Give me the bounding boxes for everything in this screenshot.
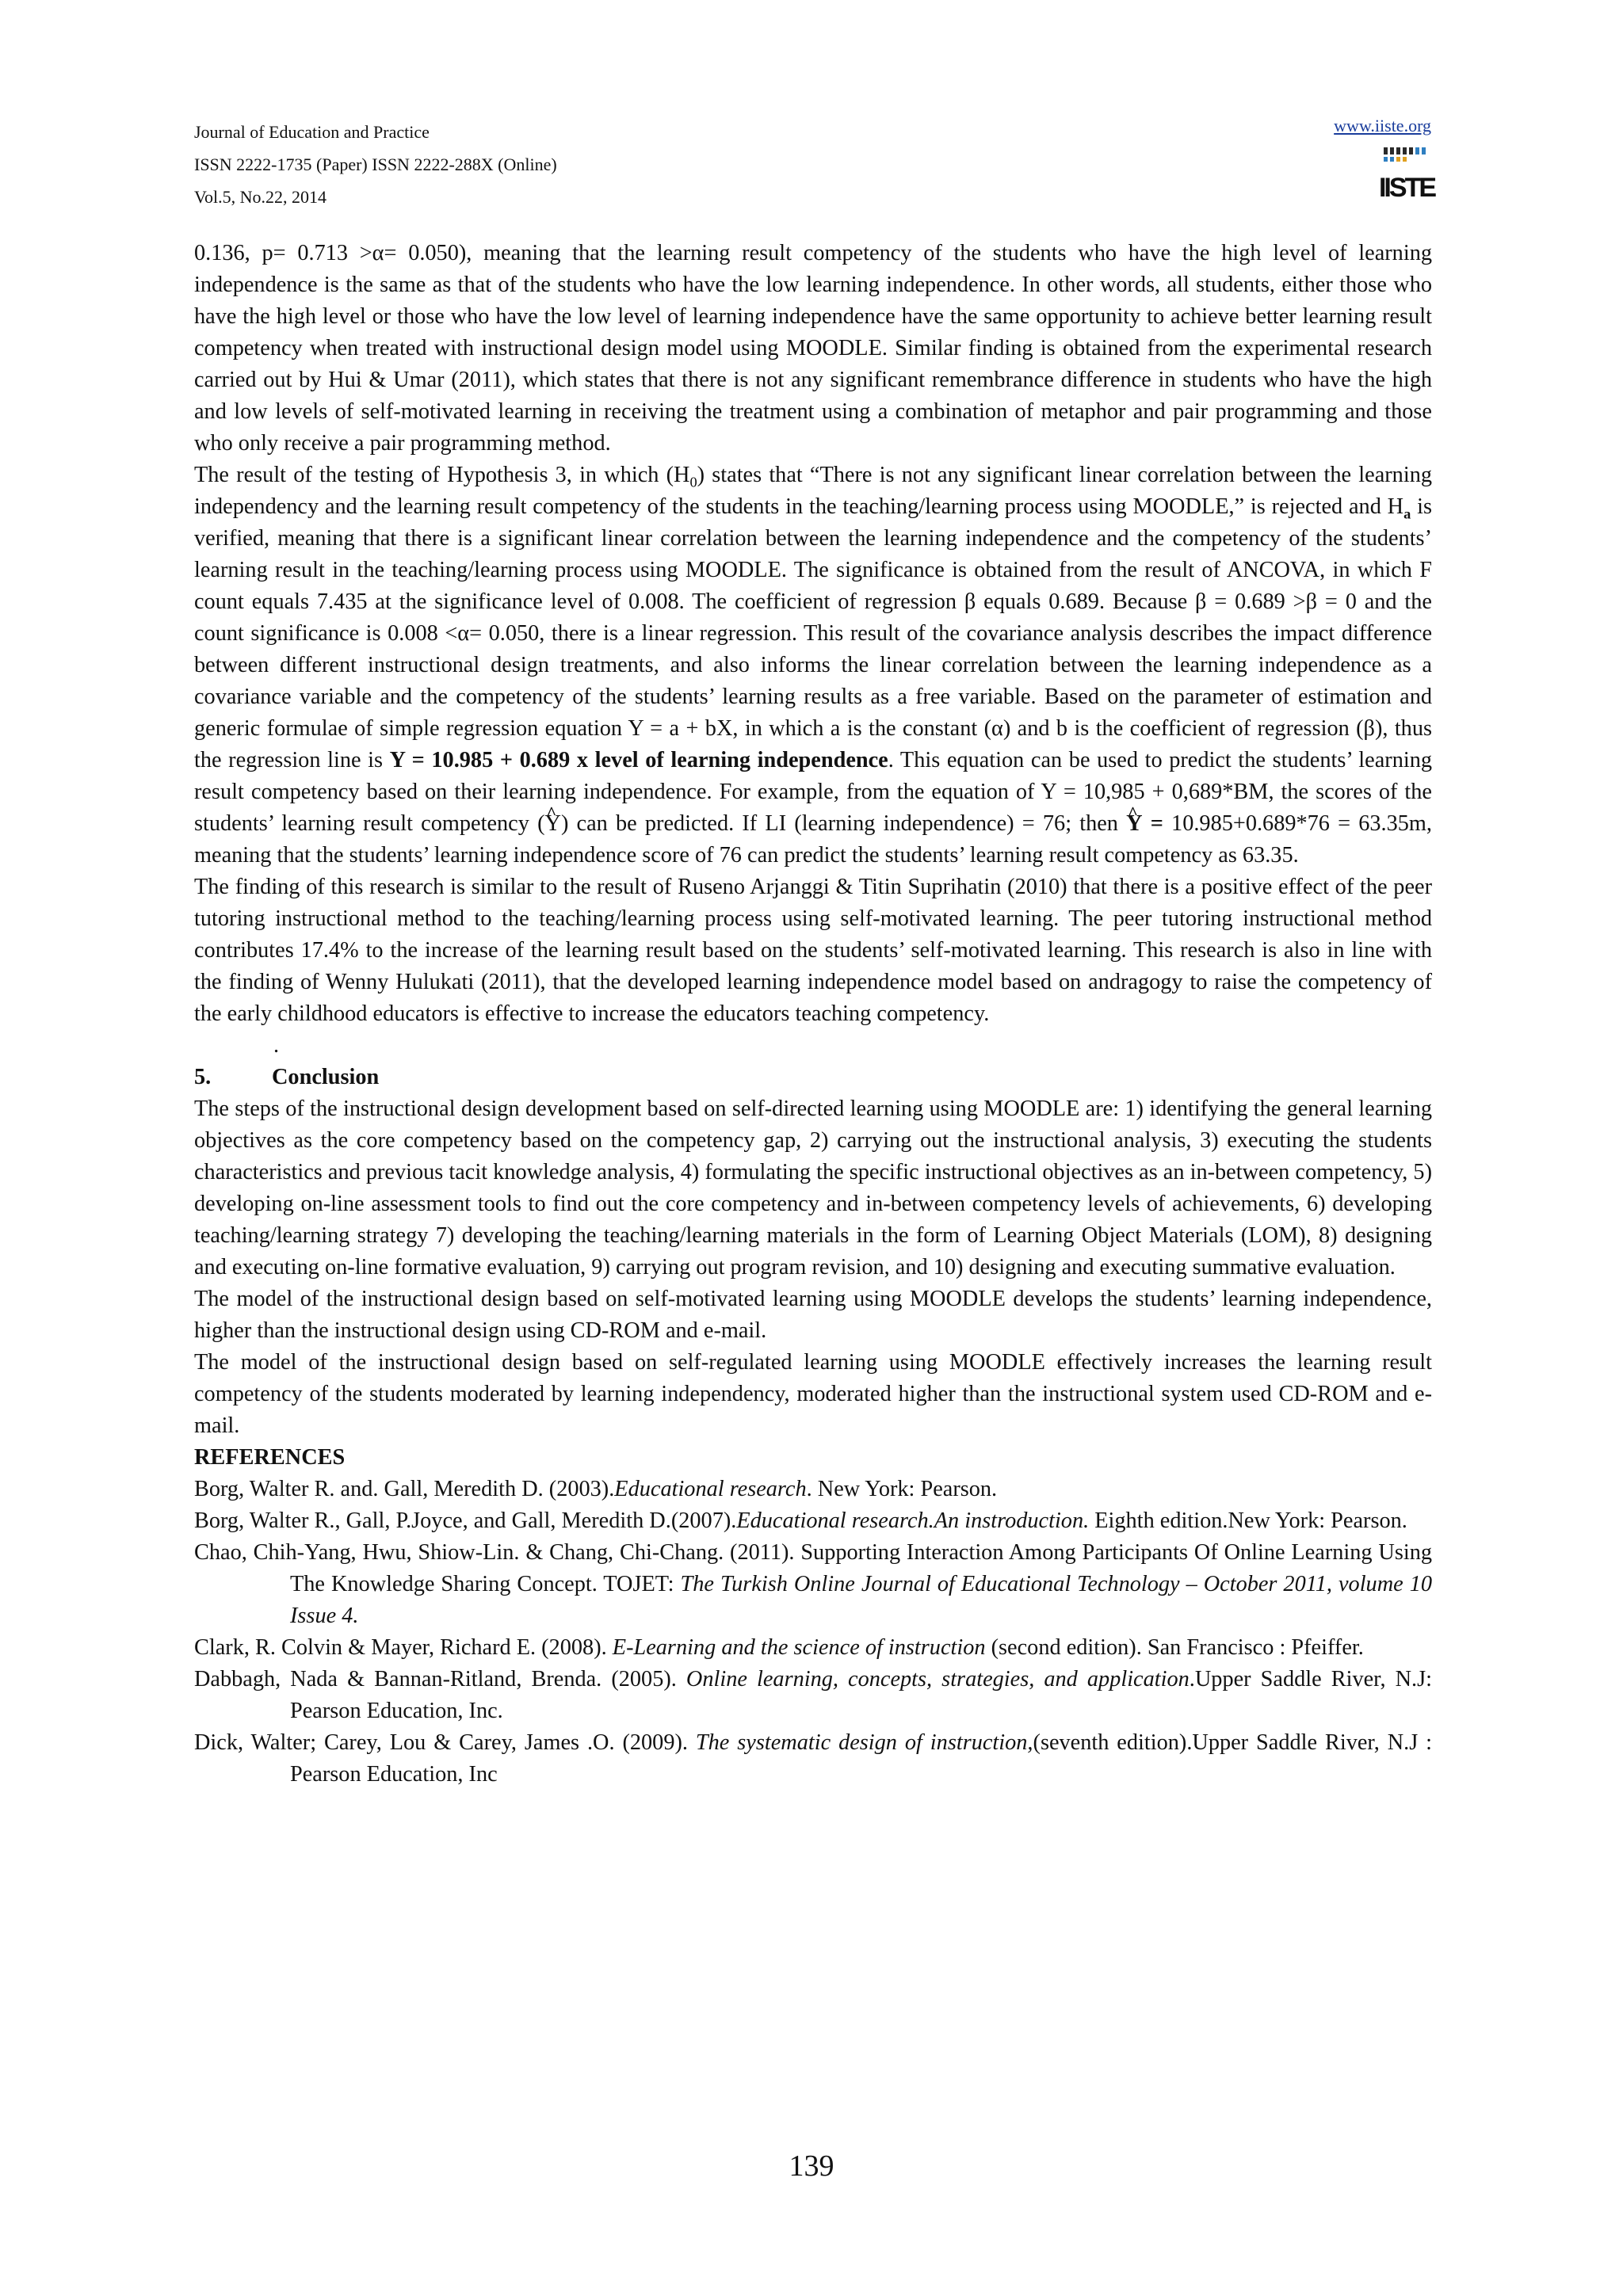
paragraph-hypothesis3-result: The result of the testing of Hypothesis 3, in which $(H_0)$ states that “There is not any significant linear correlation between the learning independency and the learning result competency of the students in the teaching/learning process using MOODLE,” is rejected and $H_a$ is verified, meaning that there is a significant linear correlation between the learning independence and the competency of the students’ learning result in the teaching/learning process using MOODLE. The significance is obtained from the result of ANCOVA, in which F count equals 7.435 at the significance level of 0.008. The coefficient of regression β equals 0.689. Because β = 0.689 >β = 0 and the count significance is 0.008 <α= 0.050, there is a linear regression. This result of the covariance analysis describes the impact difference between different instructional design treatments, and also informs the linear correlation between the learning independence as a covariance variable and the competency of the students’ learning results as a free variable. Based on the parameter of estimation and generic formulae of simple regression equation Y = a + bX, in which a is the constant (α) and b is the coefficient of regression (β), thus the regression line is Y = 10.985 + 0.689 x level of learning independence. This equation can be used to predict the students’ learning result competency based on their learning independence. For example, from the equation of Y = 10,985 + 0,689*BM, the scores of the students’ learning result competency (^ Y) can be predicted. If LI (learning independence) = 76; then ^ Y = 10.985+0.689*76 = 63.35m, meaning that the students’ learning independence score of 76 can predict the students’ learning result competency as 63.35. [194,460,1432,871]
reference-item: Borg, Walter R., Gall, P.Joyce, and Gall, Meredith D.(2007).Educational research.An instroduction. Eighth edition.New York: Pearson. [194,1508,1407,1533]
paragraph-conclusion-steps: The steps of the instructional design development based on self-directed learning using MOODLE are: 1) identifying the general learning objectives as the core competency based on the competency gap, 2) carrying out the instructional analysis, 3) executing the students characteristics and previous tacit knowledge analysis, 4) formulating the specific instructional objectives as an in-between competency, 5) developing on-line assessment tools to find out the core competency and in-between competency levels of achievements, 6) developing teaching/learning strategy 7) developing the teaching/learning materials in the form of Learning Object Materials (LOM), 8) designing and executing on-line formative evaluation, 9) carrying out program revision, and 10) designing and executing summative evaluation. [194,1097,1432,1280]
references-heading: REFERENCES [194,1445,346,1470]
journal-url-link[interactable]: www.iiste.org [1334,116,1431,135]
reference-item: Dabbagh, Nada & Bannan-Ritland, Brenda. (2005). Online learning, concepts, strategies, and application.Upper Saddle River, N.J: Pearson Education, Inc. [194,1667,1432,1723]
paragraph-conclusion-moodle-independence: The model of the instructional design based on self-motivated learning using MOODLE develops the students’ learning independence, higher than the instructional design using CD-ROM and e-mail. [194,1287,1432,1343]
article-body [194,238,1432,1791]
iiste-logo [1378,146,1435,203]
journal-issn: ISSN 2222-1735 (Paper) ISSN 2222-288X (Online) [194,154,557,174]
reference-item: Clark, R. Colvin & Mayer, Richard E. (2008). E-Learning and the science of instruction (second edition). San Francisco : Pfeiffer. [194,1635,1364,1660]
reference-list [194,1474,1432,1791]
section-heading-conclusion: 5. Conclusion [194,1065,380,1089]
page-number: 139 [789,2149,834,2183]
journal-header [194,116,557,213]
paragraph-hypothesis2-result: 0.136, p= 0.713 >α= 0.050), meaning that the learning result competency of the students who have the high level of learning independence is the same as that of the students who have the low learning independence. In other words, all students, either those who have the high level or those who have the low level of learning independence have the same opportunity to achieve better learning result competency when treated with instructional design model using MOODLE. Similar finding is obtained from the experimental research carried out by Hui & Umar (2011), which states that there is not any significant remembrance difference in students who have the high and low levels of self-motivated learning in receiving the treatment using a combination of metaphor and pair programming and those who only receive a pair programming method. [194,241,1432,456]
reference-item: Chao, Chih-Yang, Hwu, Shiow-Lin. & Chang, Chi-Chang. (2011). Supporting Interaction Among Participants Of Online Learning Using The Knowledge Sharing Concept. TOJET: The Turkish Online Journal of Educational Technology – October 2011, volume 10 Issue 4. [194,1540,1432,1628]
stray-dot: . [273,1033,280,1058]
journal-volume: Vol.5, No.22, 2014 [194,187,327,207]
regression-equation: Y = 10.985 + 0.689 x level of learning independence [389,748,888,772]
paragraph-related-findings: The finding of this research is similar to the result of Ruseno Arjanggi & Titin Suprihatin (2010) that there is a positive effect of the peer tutoring instructional method to the teaching/learning process using self-motivated learning. The peer tutoring instructional method contributes 17.4% to the increase of the learning result based on the students’ self-motivated learning. This research is also in line with the finding of Wenny Hulukati (2011), that the developed learning independence model based on andragogy to raise the competency of the early childhood educators is effective to increase the educators teaching competency. [194,875,1432,1026]
reference-item: Dick, Walter; Carey, Lou & Carey, James .O. (2009). The systematic design of instruction,(seventh edition).Upper Saddle River, N.J : Pearson Education, Inc [194,1730,1433,1787]
paragraph-conclusion-moodle-competency: The model of the instructional design based on self-regulated learning using MOODLE effectively increases the learning result competency of the students moderated by learning independency, moderated higher than the instructional system used CD-ROM and e-mail. [194,1350,1432,1438]
journal-title: Journal of Education and Practice [194,122,430,142]
svg-text:IISTE: IISTE [1378,173,1435,203]
reference-item: Borg, Walter R. and. Gall, Meredith D. (2003).Educational research. New York: Pearson. [194,1477,998,1501]
